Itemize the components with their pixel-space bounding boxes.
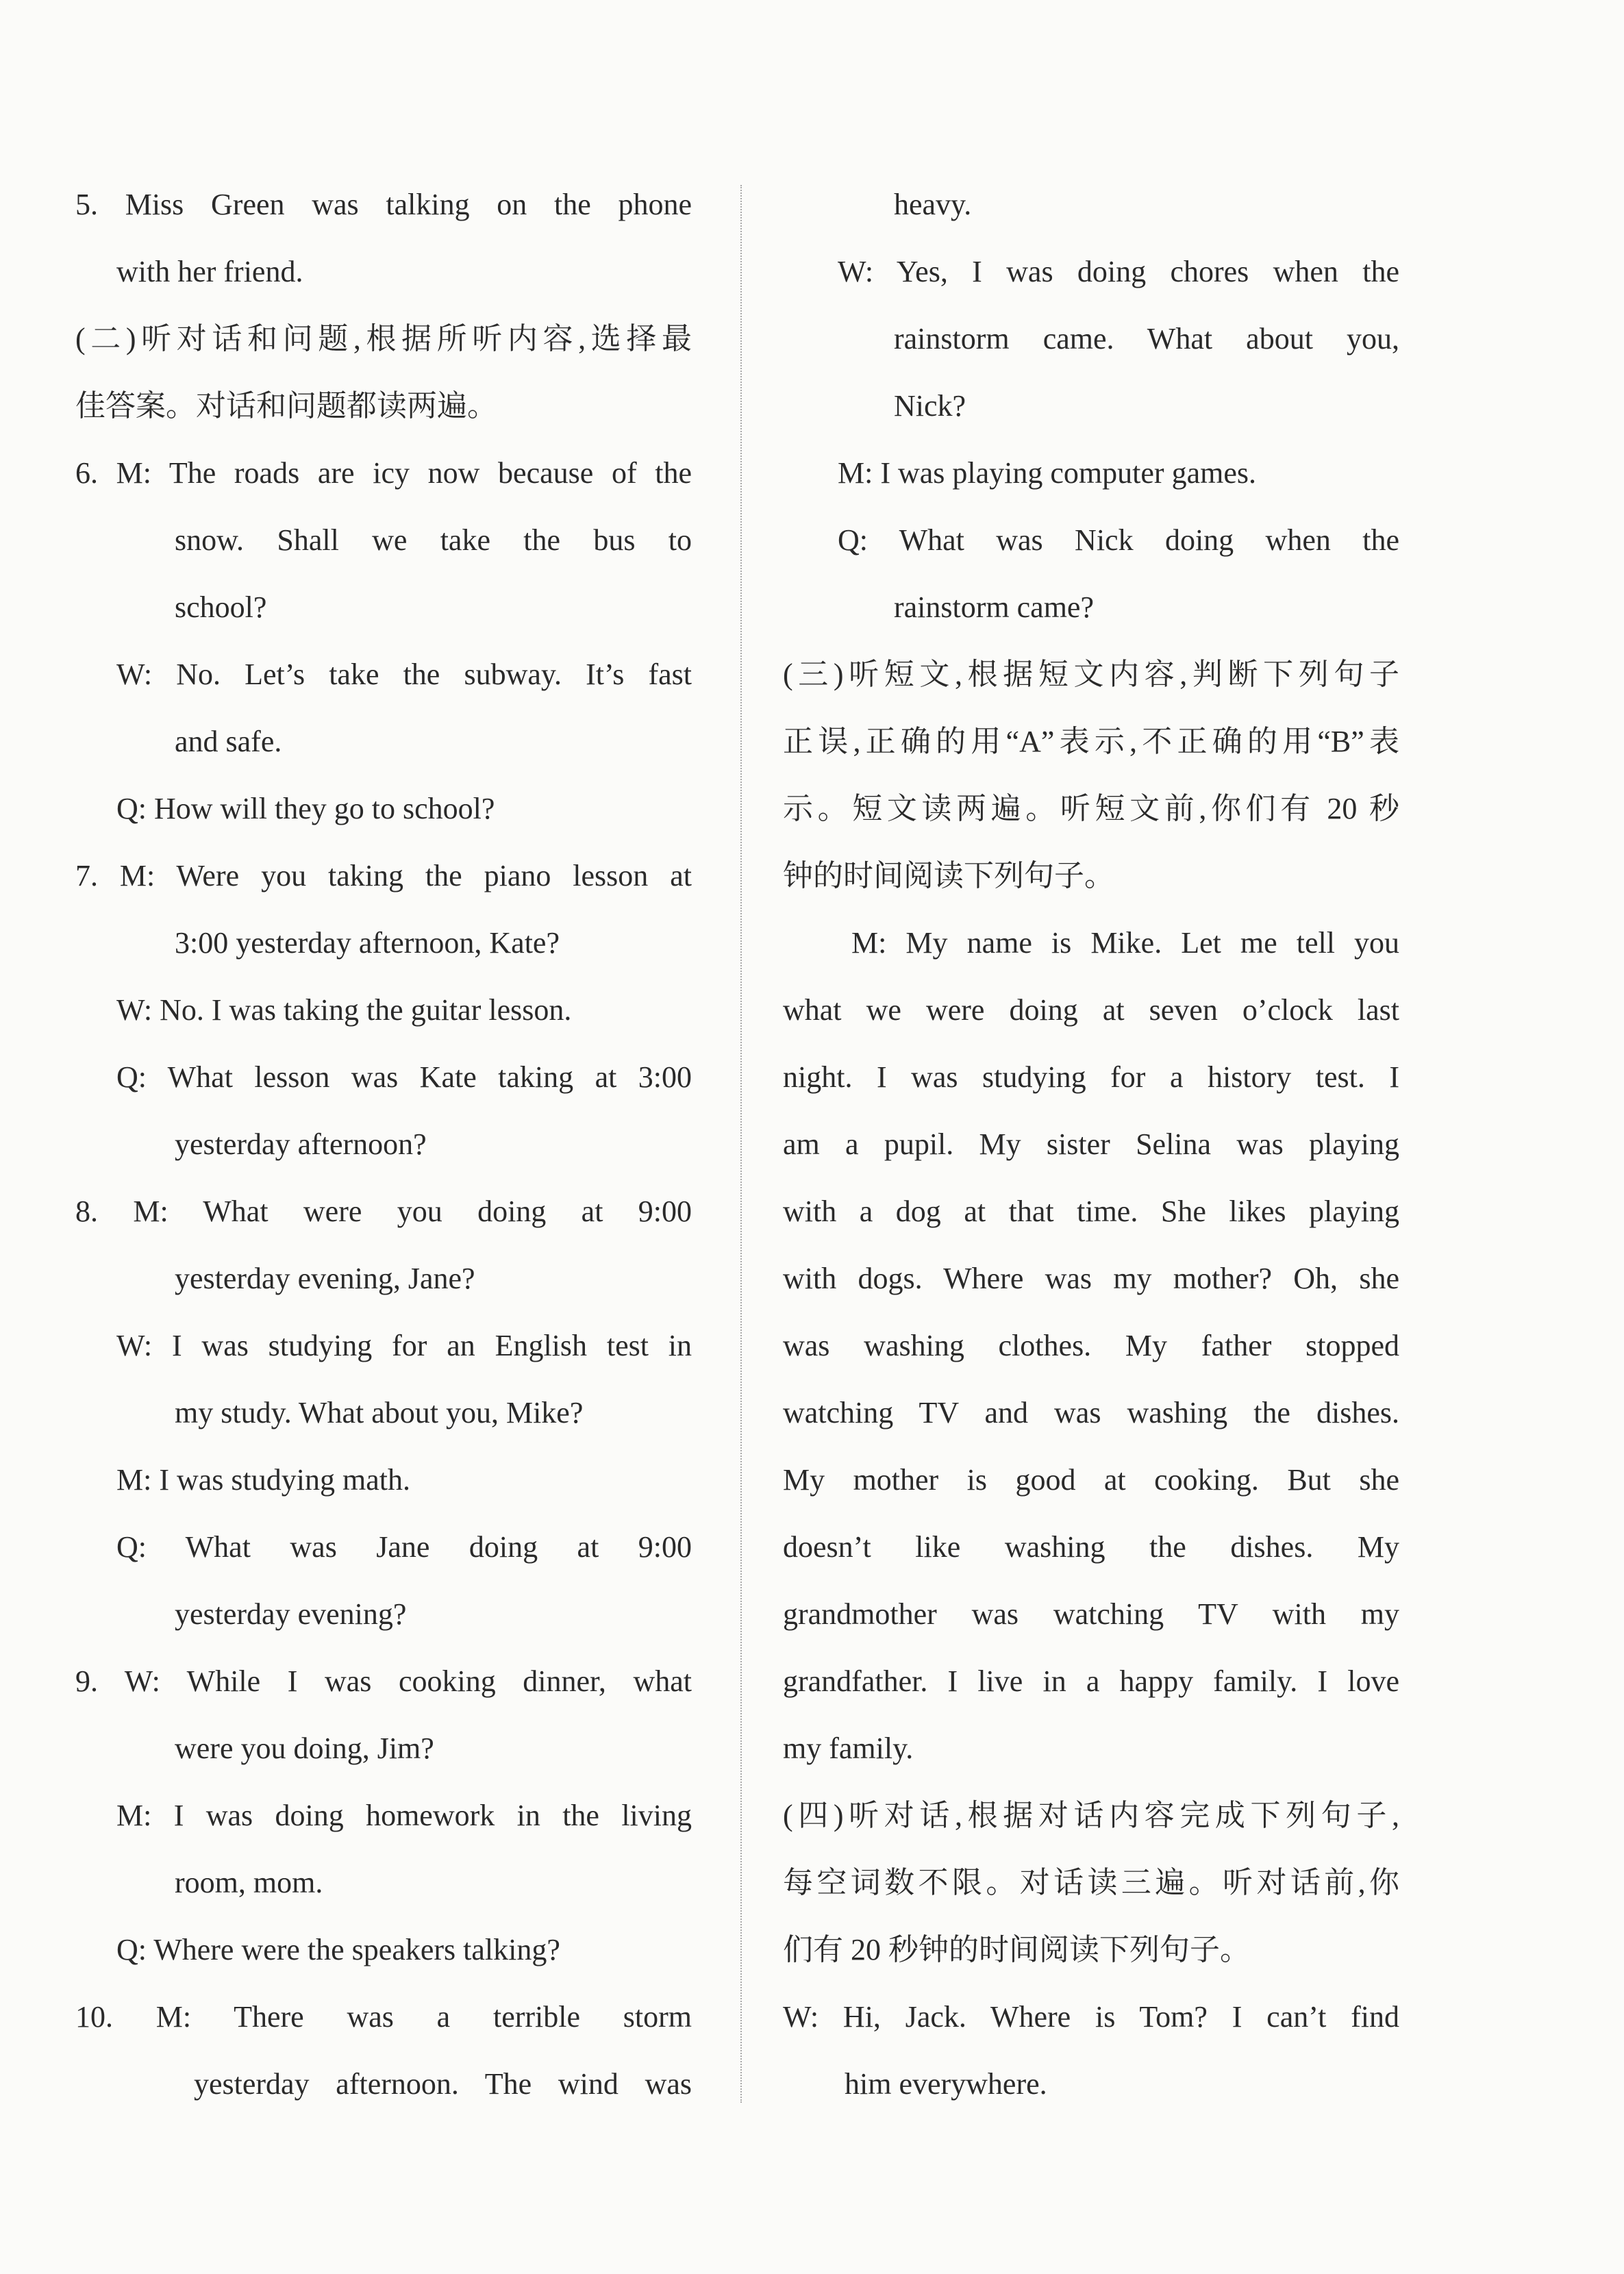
text-line: were you doing, Jim? (175, 1732, 434, 1765)
text-line: was washing clothes. My father stopped (783, 1329, 1399, 1362)
text-line: doesn’t like washing the dishes. My (783, 1530, 1399, 1564)
text-line: M: I was studying math. (116, 1463, 410, 1497)
text-line: 8. M: What were you doing at 9:00 (75, 1195, 692, 1228)
text-line: W: Yes, I was doing chores when the (838, 255, 1399, 288)
section-heading: 示。短文读两遍。听短文前,你们有 20 秒 (783, 792, 1399, 825)
text-line: yesterday evening? (175, 1597, 407, 1631)
text-line: Q: What lesson was Kate taking at 3:00 (116, 1060, 692, 1094)
text-line: 6. M: The roads are icy now because of the (75, 456, 692, 490)
text-line: M: I was playing computer games. (838, 456, 1256, 490)
text-line: M: I was doing homework in the living (116, 1799, 692, 1832)
text-line: rainstorm came? (894, 590, 1094, 624)
text-line: yesterday afternoon? (175, 1127, 427, 1161)
text-line: grandfather. I live in a happy family. I love (783, 1664, 1399, 1698)
text-line: Q: What was Nick doing when the (838, 523, 1399, 557)
section-heading: (二)听对话和问题,根据所听内容,选择最 (75, 322, 692, 355)
section-heading: 每空词数不限。对话读三遍。听对话前,你 (783, 1866, 1399, 1899)
text-line: 5. Miss Green was talking on the phone (75, 188, 692, 221)
text-line: My mother is good at cooking. But she (783, 1463, 1399, 1497)
text-line: school? (175, 590, 267, 624)
column-divider (740, 185, 742, 2103)
section-heading: 正误,正确的用“A”表示,不正确的用“B”表 (783, 725, 1399, 758)
text-line: room, mom. (175, 1866, 323, 1899)
text-line: and safe. (175, 725, 282, 758)
text-line: W: I was studying for an English test in (116, 1329, 692, 1362)
section-heading: 们有 20 秒钟的时间阅读下列句子。 (783, 1933, 1250, 1966)
text-line: 9. W: While I was cooking dinner, what (75, 1664, 692, 1698)
text-line: heavy. (894, 188, 972, 221)
text-line: W: No. I was taking the guitar lesson. (116, 993, 572, 1027)
text-line: what we were doing at seven o’clock last (783, 993, 1399, 1027)
text-line: snow. Shall we take the bus to (175, 523, 692, 557)
text-line: Q: What was Jane doing at 9:00 (116, 1530, 692, 1564)
section-heading: (三)听短文,根据短文内容,判断下列句子 (783, 658, 1399, 691)
text-line: rainstorm came. What about you, (894, 322, 1399, 355)
text-line: am a pupil. My sister Selina was playing (783, 1127, 1399, 1161)
text-line: night. I was studying for a history test. I (783, 1060, 1399, 1094)
text-line: Nick? (894, 389, 966, 423)
text-line: yesterday evening, Jane? (175, 1262, 475, 1295)
text-line: with a dog at that time. She likes playing (783, 1195, 1399, 1228)
text-line: Q: Where were the speakers talking? (116, 1933, 560, 1966)
text-line: W: No. Let’s take the subway. It’s fast (116, 658, 692, 691)
text-line: 3:00 yesterday afternoon, Kate? (175, 926, 560, 960)
text-line: yesterday afternoon. The wind was (194, 2067, 692, 2101)
text-line: M: My name is Mike. Let me tell you (851, 926, 1399, 960)
text-line: grandmother was watching TV with my (783, 1597, 1399, 1631)
text-line: 7. M: Were you taking the piano lesson at (75, 859, 692, 892)
section-heading: 佳答案。对话和问题都读两遍。 (75, 389, 497, 423)
text-line: with dogs. Where was my mother? Oh, she (783, 1262, 1399, 1295)
text-line: my study. What about you, Mike? (175, 1396, 584, 1429)
text-line: W: Hi, Jack. Where is Tom? I can’t find (783, 2000, 1399, 2034)
section-heading: 钟的时间阅读下列句子。 (783, 859, 1114, 892)
text-line: my family. (783, 1732, 914, 1765)
text-line: with her friend. (116, 255, 303, 288)
text-line: 10. M: There was a terrible storm (75, 2000, 692, 2034)
text-line: watching TV and was washing the dishes. (783, 1396, 1399, 1429)
section-heading: (四)听对话,根据对话内容完成下列句子, (783, 1799, 1399, 1832)
text-line: Q: How will they go to school? (116, 792, 495, 825)
text-line: him everywhere. (845, 2067, 1047, 2101)
